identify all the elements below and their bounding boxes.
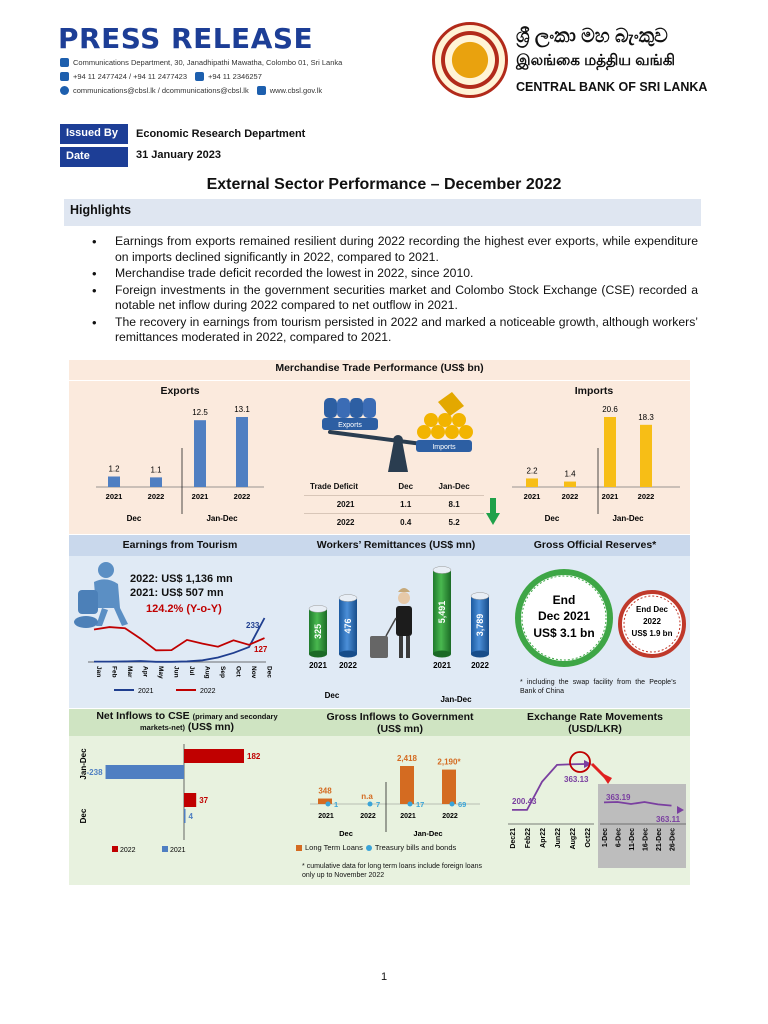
category-label: 2021	[309, 661, 327, 670]
category-label: 2022	[339, 661, 357, 670]
x-tick-label: 16-Dec	[642, 828, 650, 851]
x-tick-label: Sep	[219, 666, 226, 678]
trade-deficit-table	[304, 478, 484, 531]
table-cell: 0.4	[387, 514, 424, 532]
fx-peak-value: 363.13	[564, 775, 589, 784]
bar-value-label: -238	[86, 768, 103, 777]
remit-dec-label: Dec	[324, 691, 340, 700]
gov-title: Gross Inflows to Government (US$ mn)	[326, 711, 474, 735]
bar	[564, 482, 576, 487]
bank-name-english: CENTRAL BANK OF SRI LANKA	[516, 80, 708, 94]
tb-marker	[368, 802, 373, 807]
down-arrow-icon	[486, 498, 500, 526]
bar-value-label: 1.4	[564, 469, 576, 479]
bar	[150, 477, 162, 487]
tourism-growth: 124.2% (Y-o-Y)	[146, 603, 222, 615]
list-item: • Earnings from exports remained resilient during 2022 recording the highest ever exports, while expenditure on imports declined significantly in 2022, compared to 2021.	[92, 234, 698, 265]
reserves-2022-l3: US$ 1.9 bn	[631, 629, 673, 638]
table-cell: 1.1	[387, 496, 424, 514]
bar-value-label: 325	[313, 623, 323, 639]
cylinder-top	[309, 605, 327, 612]
remit-title: Workers’ Remittances (US$ mn)	[316, 539, 476, 551]
series-line-2021	[94, 618, 265, 662]
marker-value-label: 17	[416, 800, 425, 809]
exports-dec-label: Dec	[126, 514, 142, 523]
marker-value-label: 69	[458, 800, 467, 809]
fx-title: Exchange Rate Movements (USD/LKR)	[527, 711, 663, 735]
date-value: 31 January 2023	[136, 149, 222, 161]
category-label: 2021	[105, 492, 123, 501]
x-tick-label: Feb	[110, 666, 118, 678]
x-tick-label: Jun	[172, 666, 180, 678]
bar	[526, 478, 538, 487]
printer-icon	[257, 86, 266, 95]
imports-jandec-label: Jan-Dec	[612, 514, 644, 523]
bar-value-label: 13.1	[234, 405, 250, 414]
category-label: 2021	[601, 492, 619, 501]
marker-value-label: 7	[376, 800, 381, 809]
remit-jandec-label: Jan-Dec	[440, 695, 472, 702]
cylinder-base	[471, 651, 489, 658]
trade-scale-illustration	[318, 388, 478, 476]
x-tick-label: Nov	[250, 666, 257, 679]
x-tick-label: Jun22	[555, 828, 562, 849]
fx-chart	[504, 740, 690, 870]
bar-value-label: 2.2	[526, 466, 538, 476]
bar-value-label: 2,190*	[437, 757, 461, 767]
cse-label-dec: Dec	[79, 808, 88, 824]
imports-dec-label: Dec	[544, 514, 560, 523]
phone-icon	[60, 72, 69, 81]
bar-value-label: 1.2	[108, 464, 120, 474]
bar-value-label: 3,789	[475, 613, 485, 637]
category-label: 2021	[400, 813, 416, 820]
reserves-2021-l2: Dec 2021	[537, 609, 591, 623]
x-tick-label: Feb22	[525, 828, 532, 849]
fx-start-value: 200.43	[512, 797, 537, 806]
table-row	[304, 496, 484, 514]
category-label: 2022	[561, 492, 579, 501]
table-header: Jan-Dec	[438, 482, 470, 491]
scale-imports-label: Imports	[432, 444, 456, 451]
exports-label: Exports	[160, 385, 200, 397]
bank-name-sinhala: ශ්‍රී ලංකා මහ බැංකුව	[516, 26, 668, 47]
list-item: • Merchandise trade deficit recorded the lowest in 2022, since 2010.	[92, 266, 698, 282]
table-cell: 2021	[304, 496, 387, 514]
table-header-row	[304, 478, 484, 496]
bar	[604, 417, 616, 487]
x-tick-label: Apr	[141, 666, 149, 678]
x-tick-label: Dec21	[510, 828, 517, 849]
issued-by-tag: Issued By	[60, 124, 128, 144]
x-tick-label: 11-Dec	[629, 828, 636, 851]
cylinder-top	[339, 595, 357, 602]
envelope-icon	[60, 58, 69, 67]
cylinder-top	[433, 567, 451, 574]
x-tick-label: 1-Dec	[602, 828, 609, 848]
tb-marker	[450, 802, 455, 807]
cse-legend-2021-swatch	[162, 846, 168, 852]
category-label: 2022	[637, 492, 655, 501]
merch-title: Merchandise Trade Performance (US$ bn)	[275, 362, 484, 374]
gov-inflows-chart	[304, 742, 494, 838]
x-tick-label: Aug	[203, 666, 211, 679]
bar	[106, 765, 184, 779]
category-label: 2021	[191, 492, 209, 501]
tb-swatch	[366, 845, 372, 851]
category-label: 2021	[433, 661, 451, 670]
exports-jandec-label: Jan-Dec	[206, 514, 238, 523]
x-tick-label: Jul	[188, 666, 195, 676]
bar	[108, 477, 120, 488]
table-cell: 8.1	[424, 496, 484, 514]
bar	[236, 417, 248, 487]
table-row	[304, 514, 484, 532]
reserves-title: Gross Official Reserves*	[533, 539, 657, 551]
tourism-chart	[84, 604, 288, 696]
tourism-end-2021: 233	[246, 621, 260, 630]
bar	[184, 793, 196, 807]
reserves-2022-l1: End Dec	[635, 605, 669, 614]
gov-footnote: * cumulative data for long term loans include foreign loans only up to November 2022	[302, 863, 482, 879]
x-tick-label: 6-Dec	[615, 828, 623, 848]
ltl-bar	[442, 770, 456, 804]
legend-2022-label: 2022	[200, 688, 216, 695]
x-tick-label: Dec	[265, 666, 273, 678]
table-cell: 5.2	[424, 514, 484, 532]
bar-value-label: 12.5	[192, 408, 208, 418]
category-label: 2022	[147, 492, 165, 501]
x-tick-label: Aug22	[570, 828, 577, 850]
list-item: • Foreign investments in the government securities market and Colombo Stock Exchange (CSE) recorded a notable net inflow during 2022 compared to net outflow in 2021.	[92, 283, 698, 314]
reserves-graphic	[512, 568, 692, 672]
reserves-2022-l2: 2022	[643, 617, 661, 626]
gov-legend: Long Term Loans Treasury bills and bonds	[296, 843, 456, 852]
x-tick-label: May	[157, 666, 164, 679]
cbsl-seal-logo	[432, 22, 508, 98]
cylinder-base	[339, 651, 357, 658]
fx-dec-end: 363.11	[656, 815, 681, 824]
worker-with-luggage-icon	[370, 588, 412, 658]
bar-value-label: n.a	[361, 792, 373, 801]
cse-legend-2021: 2021	[170, 847, 186, 854]
scale-exports-label: Exports	[338, 422, 362, 429]
cse-legend-2022-swatch	[112, 846, 118, 852]
cse-label-jandec: Jan-Dec	[79, 748, 88, 780]
date-tag: Date	[60, 147, 128, 167]
bar	[184, 809, 186, 823]
tb-marker	[408, 802, 413, 807]
imports-label: Imports	[574, 385, 614, 397]
cse-title: Net Inflows to CSE (primary and secondary markets-net) (US$ mn)	[96, 710, 278, 733]
issued-by-value: Economic Research Department	[136, 128, 306, 140]
cse-chart	[76, 742, 298, 860]
category-label: 2022	[233, 492, 251, 501]
page-number: 1	[380, 971, 388, 983]
marker-value-label: 1	[334, 800, 339, 809]
tb-marker	[326, 802, 331, 807]
x-tick-label: Oct	[234, 666, 242, 677]
reserves-2021-l1: End	[552, 593, 576, 607]
cylinder-top	[471, 593, 489, 600]
email-icon	[60, 86, 69, 95]
table-cell: 2022	[304, 514, 387, 532]
bar-value-label: 1.1	[150, 465, 162, 475]
bar-value-label: 4	[188, 812, 193, 821]
bar-value-label: 348	[318, 786, 332, 796]
cylinder-base	[309, 651, 327, 658]
exports-chart	[96, 398, 266, 524]
category-label: 2021	[523, 492, 541, 501]
divider	[69, 380, 690, 381]
bar-value-label: 37	[199, 796, 209, 805]
cylinder-base	[433, 651, 451, 658]
highlights-list	[92, 234, 698, 347]
reserves-footnote: * including the swap facility from the People’s Bank of China	[520, 679, 676, 695]
bar	[194, 420, 206, 487]
address-line: Communications Department, 30, Janadhipathi Mawatha, Colombo 01, Sri Lanka	[60, 58, 342, 67]
bar-value-label: 182	[247, 752, 261, 761]
x-tick-label: Oct22	[585, 828, 592, 848]
bar-value-label: 2,418	[396, 754, 418, 763]
phone-line: +94 11 2477424 / +94 11 2477423 +94 11 2346257	[60, 72, 262, 81]
tourism-2021-total: 2021: US$ 507 mn	[130, 587, 224, 599]
red-arrow-shaft	[592, 764, 608, 780]
table-header: Dec	[398, 482, 414, 491]
imports-chart	[512, 398, 682, 524]
legend-2021-label: 2021	[138, 688, 154, 695]
tourism-end-2022: 127	[254, 645, 268, 654]
list-item: • The recovery in earnings from tourism persisted in 2022 and marked a noticeable growth, although workers’ remittances moderated in 2022, compared to 2021.	[92, 315, 698, 346]
reserves-2021-l3: US$ 3.1 bn	[533, 626, 595, 640]
x-tick-label: Apr22	[540, 828, 547, 848]
bar-value-label: 18.3	[638, 412, 654, 422]
x-tick-label: Jan	[95, 666, 102, 678]
page-title: External Sector Performance – December 2022	[206, 176, 562, 193]
remittances-chart	[298, 562, 498, 702]
bar-value-label: 5,491	[437, 600, 447, 624]
x-tick-label: Mar	[126, 666, 133, 678]
table-header: Trade Deficit	[310, 482, 359, 491]
category-label: 2022	[360, 813, 376, 820]
highlights-heading: Highlights	[64, 199, 701, 226]
cse-legend-2022: 2022	[120, 847, 136, 854]
gov-jandec-label: Jan-Dec	[413, 829, 443, 838]
press-release-title: PRESS RELEASE	[58, 22, 314, 55]
bar-value-label: 476	[343, 618, 353, 634]
bar	[184, 749, 244, 763]
ltl-bar	[400, 766, 414, 804]
series-line-2022	[94, 627, 265, 650]
email-line: communications@cbsl.lk / dcommunications@cbsl.lk www.cbsl.gov.lk	[60, 86, 322, 95]
gov-dec-label: Dec	[339, 829, 353, 838]
category-label: 2022	[471, 661, 489, 670]
bar-value-label: 20.6	[602, 405, 618, 414]
fax-icon	[195, 72, 204, 81]
fx-dec-start: 363.19	[606, 793, 631, 802]
tourism-2022-total: 2022: US$ 1,136 mn	[130, 573, 233, 585]
bar	[640, 425, 652, 487]
bank-name-tamil: இலங்கை மத்திய வங்கி	[516, 52, 676, 69]
x-tick-label: 21-Dec	[656, 828, 663, 851]
x-tick-label: 26-Dec	[669, 828, 677, 851]
category-label: 2021	[318, 813, 334, 820]
ltl-swatch	[296, 845, 302, 851]
tourism-title: Earnings from Tourism	[122, 539, 238, 551]
category-label: 2022	[442, 813, 458, 820]
